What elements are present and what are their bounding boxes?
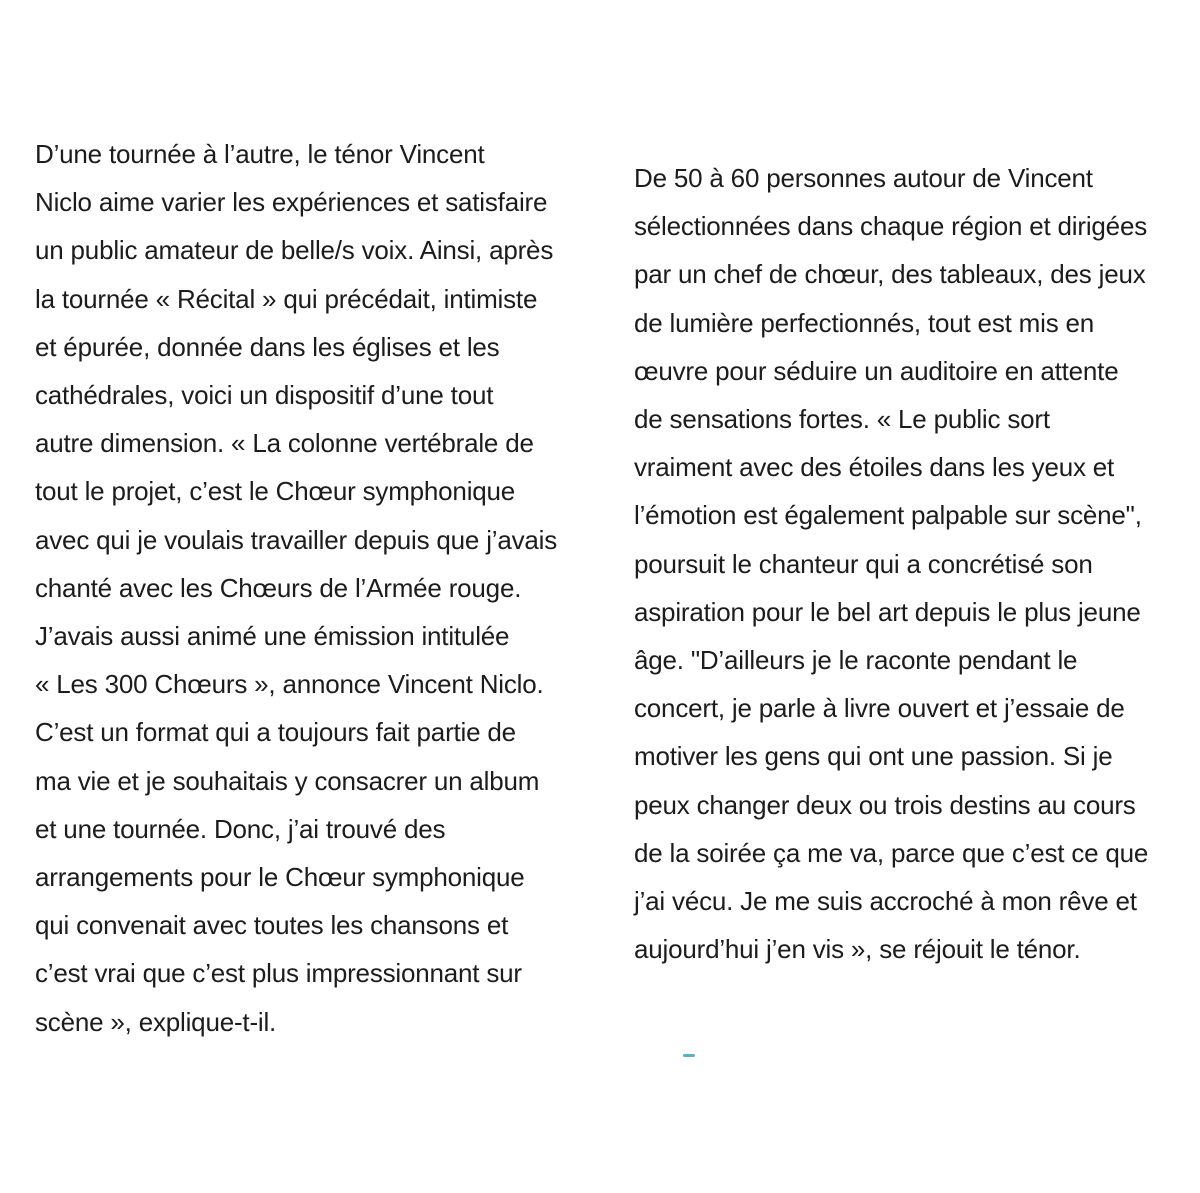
text-line: et épurée, donnée dans les églises et les (35, 331, 500, 362)
article-column-right (634, 154, 1148, 973)
text-line: de la soirée ça me va, parce que c’est ce que (634, 837, 1149, 868)
text-line: J’avais aussi animé une émission intitulée (35, 621, 510, 652)
text-line: de lumière perfectionnés, tout est mis en (634, 307, 1095, 338)
text-line: un public amateur de belle/s voix. Ainsi, après (35, 235, 554, 266)
text-line: Niclo aime varier les expériences et satisfaire (35, 187, 548, 218)
text-line: avec qui je voulais travailler depuis que j’avais (35, 524, 558, 555)
text-line: sélectionnées dans chaque région et dirigées (634, 211, 1148, 242)
text-line: c’est vrai que c’est plus impressionnant sur (35, 958, 522, 989)
article-column-left (35, 130, 557, 1046)
text-line: motiver les gens qui ont une passion. Si je (634, 741, 1113, 772)
text-line: ma vie et je souhaitais y consacrer un album (35, 765, 540, 796)
text-line: D’une tournée à l’autre, le ténor Vincent (35, 139, 485, 169)
text-line: tout le projet, c’est le Chœur symphonique (35, 476, 516, 507)
text-line: j’ai vécu. Je me suis accroché à mon rêve et (634, 886, 1137, 917)
text-line: autre dimension. « La colonne vertébrale de (35, 428, 534, 459)
text-line: peux changer deux ou trois destins au cours (634, 789, 1136, 820)
text-line: aspiration pour le bel art depuis le plus jeune (634, 596, 1141, 627)
text-line: l’émotion est également palpable sur scène", (634, 500, 1142, 531)
text-line: âge. "D’ailleurs je le raconte pendant le (634, 645, 1078, 676)
text-line: par un chef de chœur, des tableaux, des jeux (634, 259, 1146, 290)
text-line: concert, je parle à livre ouvert et j’essaie de (634, 693, 1125, 724)
text-line: la tournée « Récital » qui précédait, intimiste (35, 283, 538, 314)
text-line: aujourd’hui j’en vis », se réjouit le ténor. (634, 934, 1081, 965)
text-line: de sensations fortes. « Le public sort (634, 404, 1050, 435)
text-line: qui convenait avec toutes les chansons et (35, 910, 509, 941)
text-line: et une tournée. Donc, j’ai trouvé des (35, 813, 446, 844)
text-line: poursuit le chanteur qui a concrétisé son (634, 548, 1093, 579)
text-line: De 50 à 60 personnes autour de Vincent (634, 163, 1093, 193)
text-line: vraiment avec des étoiles dans les yeux et (634, 452, 1115, 483)
text-line: œuvre pour séduire un auditoire en attente (634, 355, 1119, 386)
text-line: C’est un format qui a toujours fait partie de (35, 717, 516, 748)
text-line: scène », explique-t-il. (35, 1006, 277, 1037)
text-line: chanté avec les Chœurs de l’Armée rouge. (35, 572, 522, 603)
decorative-mark (683, 1054, 695, 1057)
text-line: arrangements pour le Chœur symphonique (35, 862, 525, 893)
text-line: cathédrales, voici un dispositif d’une tout (35, 380, 494, 411)
text-line: « Les 300 Chœurs », annonce Vincent Niclo. (35, 669, 544, 700)
